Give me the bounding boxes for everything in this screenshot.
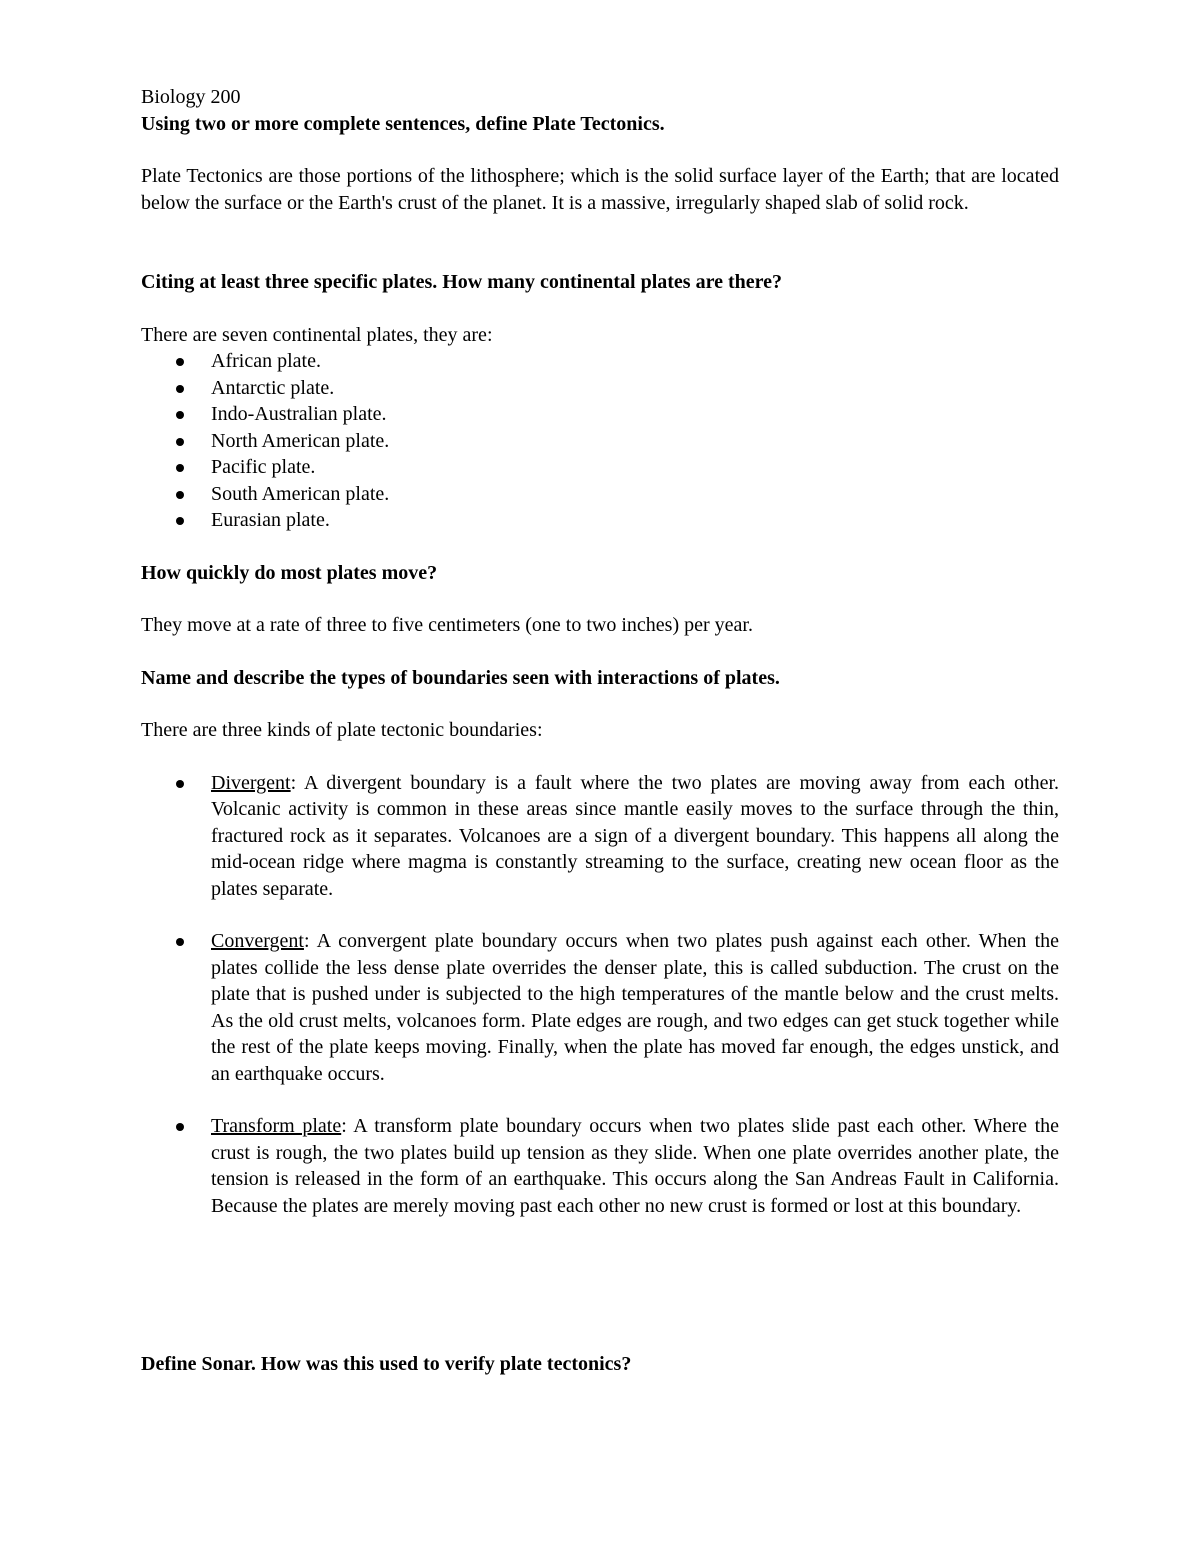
boundary-description: : A convergent plate boundary occurs when two plates push against each other. When the plates collide the less dense plate overrides the denser plate, this is called subduction. The crust on the plate that is pushed under is subjected to the high temperatures of the mantle below and the crust melts. As the old crust melts, volcanoes form. Plate edges are rough, and two edges can get stuck together while the rest of the plate keeps moving. Finally, when the plate has moved far enough, the edges unstick, and an earthquake occurs. — [211, 930, 1059, 1085]
boundary-description: : A transform plate boundary occurs when two plates slide past each other. Where the crust is rough, the two plates build up tension as they slide. When one plate overrides another plate, the tension is released in the form of an earthquake. This occurs along the San Andreas Fault in California. Because the plates are merely moving past each other no new crust is formed or lost at this boundary. — [211, 1115, 1060, 1217]
boundary-divergent — [141, 770, 1059, 903]
answer-1: Plate Tectonics are those portions of the lithosphere; which is the solid surface layer of the Earth; that are located below the surface or the Earth's crust of the planet. It is a massive, irregularly shaped slab of solid rock. — [141, 165, 1059, 214]
question-5: Define Sonar. How was this used to verify plate tectonics? — [141, 1353, 632, 1375]
question-2: Citing at least three specific plates. How many continental plates are there? — [141, 271, 783, 293]
question-3: How quickly do most plates move? — [141, 561, 438, 584]
question-1: Using two or more complete sentences, define Plate Tectonics. — [141, 112, 665, 135]
plate-list — [141, 348, 1059, 534]
boundary-list — [141, 770, 1059, 1220]
boundary-term-convergent: Convergent — [211, 930, 304, 952]
course-title: Biology 200 — [141, 86, 241, 108]
boundary-term-transform: Transform plate — [211, 1115, 342, 1137]
list-item: North American plate. — [141, 428, 1059, 455]
boundary-convergent — [141, 928, 1059, 1087]
answer-2-intro: There are seven continental plates, they are: — [141, 323, 493, 346]
question-4: Name and describe the types of boundaries seen with interactions of plates. — [141, 666, 780, 689]
boundary-transform — [141, 1113, 1059, 1219]
boundary-description: : A divergent boundary is a fault where the two plates are moving away from each other. Volcanic activity is common in these areas since mantle easily moves to the surface through the thin, fractured rock as it separates. Volcanoes are a sign of a divergent boundary. This happens all along the mid-ocean ridge where magma is constantly streaming to the surface, creating new ocean floor as the plates separate. — [211, 771, 1059, 900]
list-item: Antarctic plate. — [141, 375, 1059, 402]
document-page — [141, 84, 1059, 1378]
list-item: Indo-Australian plate. — [141, 401, 1059, 428]
list-item: African plate. — [141, 348, 1059, 375]
answer-4-intro: There are three kinds of plate tectonic boundaries: — [141, 719, 543, 741]
answer-3: They move at a rate of three to five centimeters (one to two inches) per year. — [141, 614, 753, 636]
list-item: Eurasian plate. — [141, 507, 1059, 534]
list-item: Pacific plate. — [141, 454, 1059, 481]
list-item: South American plate. — [141, 481, 1059, 508]
boundary-term-divergent: Divergent — [211, 771, 291, 794]
